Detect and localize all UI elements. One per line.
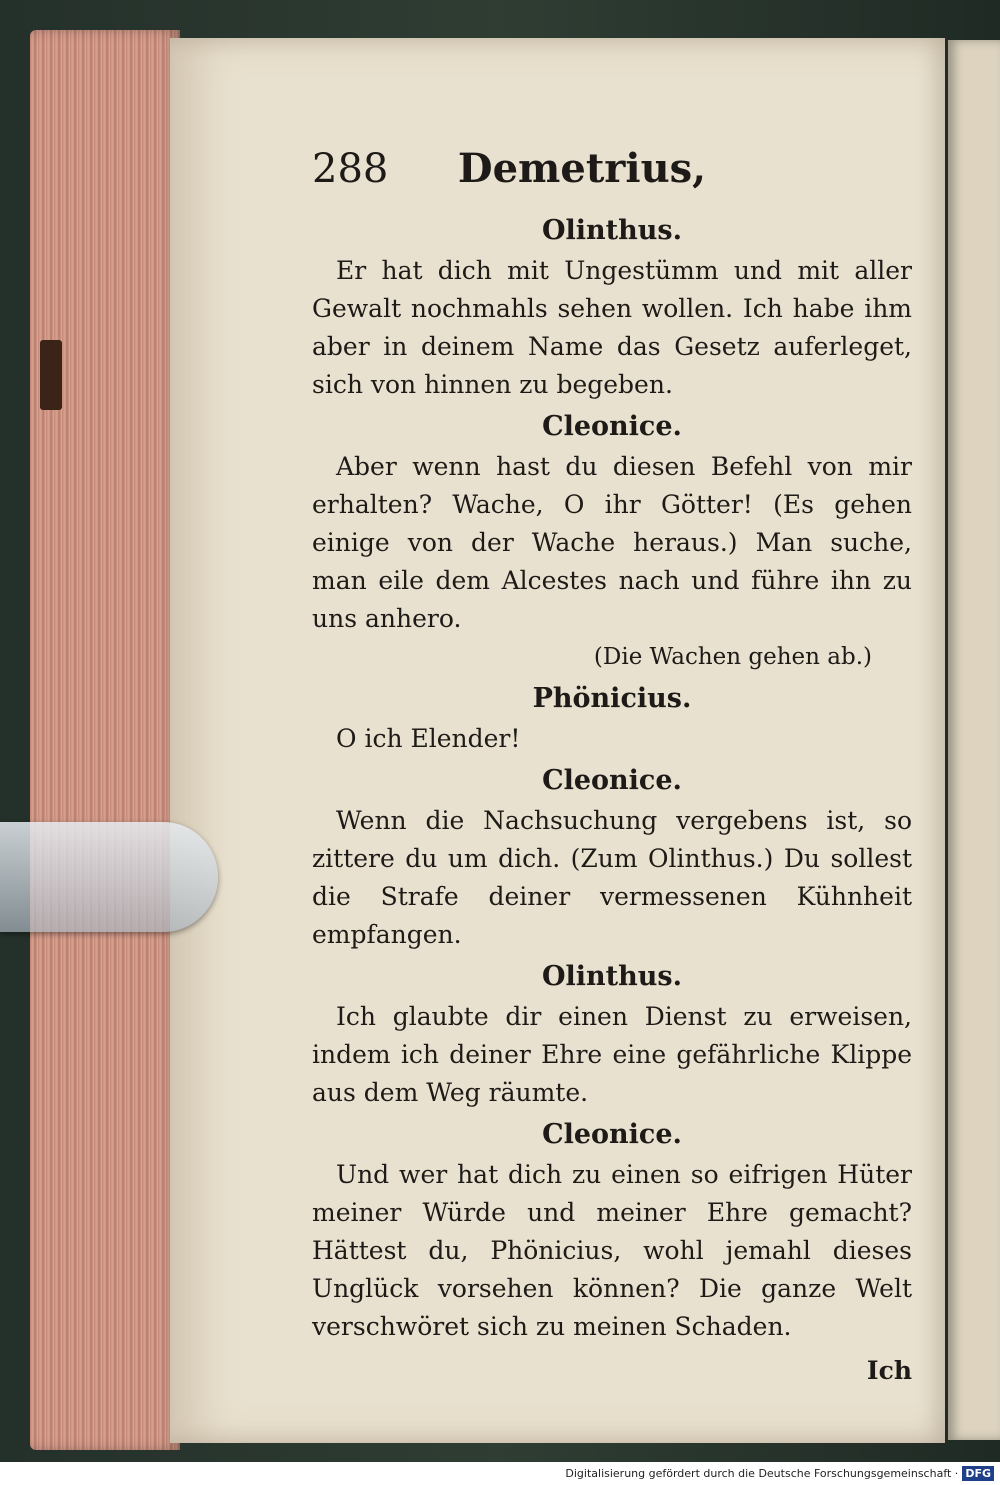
speech: O ich Elender! <box>336 724 521 753</box>
speaker-name: Cleonice. <box>542 411 682 442</box>
bookmark-tab <box>40 340 62 410</box>
speaker-name: Cleonice. <box>542 1119 682 1150</box>
footer-credit: Digitalisierung gefördert durch die Deutsche Forschungsgemeinschaft · <box>565 1467 959 1480</box>
dfg-logo: DFG <box>962 1466 994 1481</box>
stage-direction: (Die Wachen gehen ab.) <box>593 644 872 670</box>
digitization-footer <box>0 1462 1000 1485</box>
facing-page-edge <box>948 40 1000 1440</box>
speaker-name: Olinthus. <box>542 961 682 992</box>
speaker-name: Olinthus. <box>542 215 682 246</box>
speech: Aber wenn hast du diesen Befehl von mir erhalten? Wache, O ihr Götter! (Es gehen einige von der Wache heraus.) Man suche, man eile dem Alcestes nach und führe ihn zu uns anhero. <box>312 452 912 633</box>
speaker-name: Cleonice. <box>542 765 682 796</box>
glass-page-holder <box>0 822 218 932</box>
page-header <box>312 145 912 202</box>
catchword: Ich <box>866 1356 912 1385</box>
speech: Ich glaubte dir einen Dienst zu erweisen, indem ich deiner Ehre eine gefährliche Klippe aus dem Weg räumte. <box>312 1002 912 1107</box>
speech: Wenn die Nachsuchung vergebens ist, so zittere du um dich. (Zum Olinthus.) Du sollest die Strafe deiner vermessenen Kühnheit empfangen. <box>312 806 912 949</box>
speaker-name: Phönicius. <box>532 683 692 714</box>
page-number: 288 <box>312 146 389 192</box>
speech: Und wer hat dich zu einen so eifrigen Hüter meiner Würde und meiner Ehre gemacht? Hättest du, Phönicius, wohl jemahl dieses Unglück vorsehen können? Die ganze Welt verschwöret sich zu meinen Schaden. <box>312 1160 912 1341</box>
book-page-edges <box>30 30 180 1450</box>
speech: Er hat dich mit Ungestümm und mit aller Gewalt nochmahls sehen wollen. Ich habe ihm aber in deinem Name das Gesetz auferleget, sich von hinnen zu begeben. <box>312 256 912 399</box>
page-text <box>312 145 912 1390</box>
running-title: Demetrius, <box>457 145 707 192</box>
